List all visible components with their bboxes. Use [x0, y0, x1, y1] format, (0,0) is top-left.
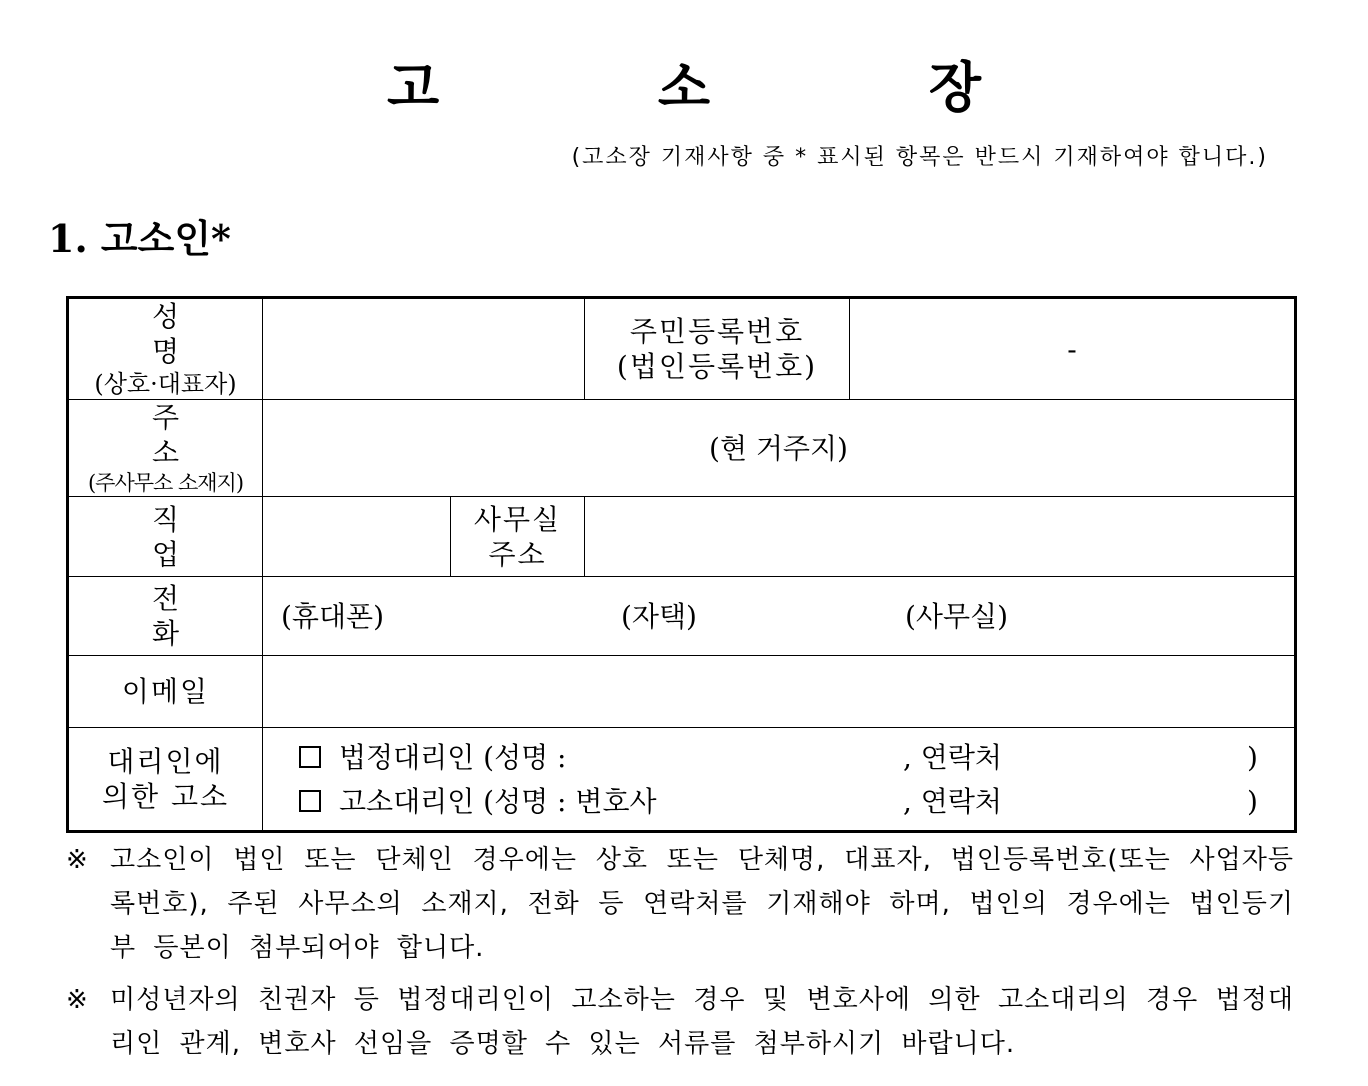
phone-mobile-label: (휴대폰): [281, 600, 384, 634]
name-input[interactable]: [263, 298, 585, 400]
office-label-line1: 사무실: [473, 502, 562, 536]
note-text: 고소인이 법인 또는 단체인 경우에는 상호 또는 단체명, 대표자, 법인등록번호(또는 사업자등록번호), 주된 사무소의 소재지, 전화 등 연락처를 기재해야 하며, 법인의 경우에는 법인등기부 등본이 첨부되어야 합니다.: [110, 845, 1294, 963]
rep-lawyer-checkbox[interactable]: [299, 790, 321, 812]
phone-input[interactable]: [263, 577, 1296, 656]
rep-lawyer-contact-label: , 연락처: [903, 784, 1002, 818]
office-address-input[interactable]: [585, 497, 1296, 577]
email-label-cell: [68, 656, 263, 728]
phone-label: 전 화: [151, 582, 216, 651]
complainant-form: [66, 296, 1297, 833]
rrn-input[interactable]: [850, 298, 1296, 400]
name-label: 성 명: [151, 300, 216, 368]
rep-legal-close: ): [1247, 740, 1258, 774]
rrn-label: 주민등록번호: [629, 315, 805, 348]
document-subtitle: (고소장 기재사항 중 * 표시된 항목은 반드시 기재하여야 합니다.): [571, 145, 1268, 170]
rrn-label-cell: [585, 298, 850, 400]
rep-lawyer-close: ): [1247, 784, 1258, 818]
note-mark: ※: [66, 985, 88, 1015]
rep-legal-label: 법정대리인 (성명 :: [339, 740, 567, 774]
rep-lawyer-row: [263, 779, 1294, 823]
address-hint: (현 거주지): [709, 431, 848, 465]
phone-home-label: (자택): [621, 600, 697, 634]
rep-legal-checkbox[interactable]: [299, 746, 321, 768]
rep-legal-contact-label: , 연락처: [903, 740, 1002, 774]
address-input[interactable]: [263, 400, 1296, 497]
rep-legal-row: [263, 735, 1294, 779]
note-mark: ※: [66, 845, 88, 875]
rep-label-line2: 의한 고소: [101, 780, 230, 814]
address-sublabel: (주사무소 소재지): [87, 471, 244, 495]
job-label: 직 업: [151, 502, 216, 571]
rep-label-line1: 대리인에: [107, 745, 224, 779]
note-item: [66, 838, 1294, 970]
address-label: 주 소: [151, 401, 216, 469]
email-input[interactable]: [263, 656, 1296, 728]
name-sublabel: (상호·대표자): [94, 370, 237, 398]
email-label: 이메일: [121, 675, 210, 709]
address-label-cell: [68, 400, 263, 497]
rep-label-cell: [68, 728, 263, 832]
phone-label-cell: [68, 577, 263, 656]
rep-lawyer-label: 고소대리인 (성명 : 변호사: [339, 784, 657, 818]
name-label-cell: [68, 298, 263, 400]
rep-options: [263, 728, 1296, 832]
document-title: 고 소 장: [386, 55, 1082, 119]
section-title: 1. 고소인*: [48, 216, 231, 261]
note-item: [66, 978, 1294, 1066]
job-input[interactable]: [263, 497, 451, 577]
office-label-cell: [451, 497, 585, 577]
phone-office-label: (사무실): [905, 600, 1008, 634]
job-label-cell: [68, 497, 263, 577]
rrn-separator: -: [1067, 332, 1077, 366]
office-label-line2: 주소: [488, 537, 547, 571]
note-text: 미성년자의 친권자 등 법정대리인이 고소하는 경우 및 변호사에 의한 고소대리의 경우 법정대리인 관계, 변호사 선임을 증명할 수 있는 서류를 첨부하시기 바랍니다.: [110, 985, 1294, 1059]
notes: [66, 838, 1294, 1074]
rrn-sublabel: (법인등록번호): [616, 350, 818, 383]
